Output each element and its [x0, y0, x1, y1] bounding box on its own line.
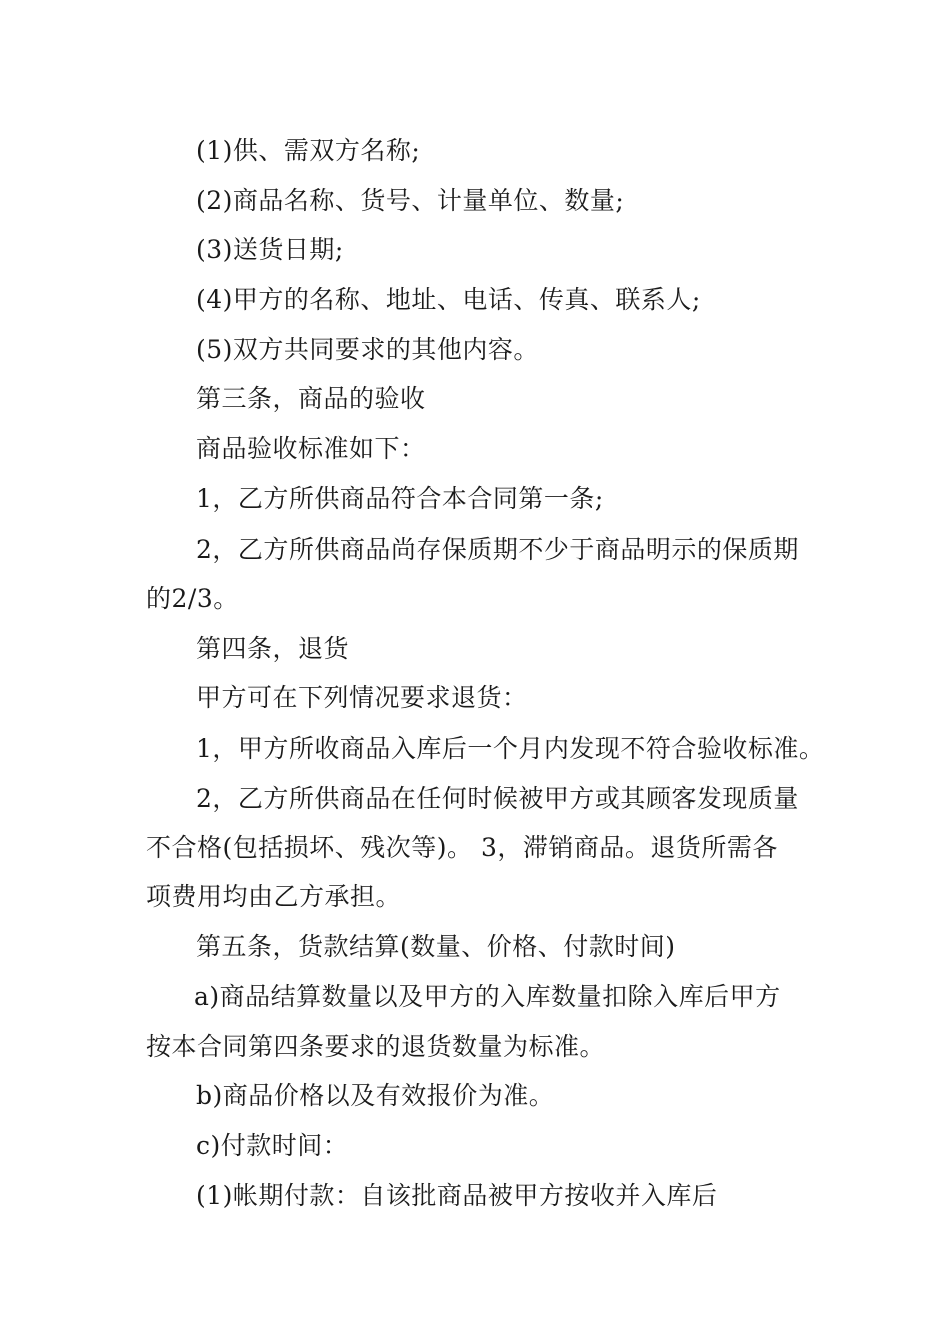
clause-line-15: 不合格(包括损坏、残次等)。 3，滞销商品。退货所需各 — [146, 833, 778, 862]
clause-line-7: 商品验收标准如下： — [196, 434, 426, 463]
clause-line-20: b)商品价格以及有效报价为准。 — [196, 1081, 555, 1110]
clause-line-10: 的2/3。 — [146, 584, 239, 613]
clause-line-5: (5)双方共同要求的其他内容。 — [196, 335, 539, 364]
clause-line-4: (4)甲方的名称、地址、电话、传真、联系人; — [196, 285, 701, 314]
clause-line-14: 2，乙方所供商品在任何时候被甲方或其顾客发现质量 — [196, 784, 799, 813]
clause-line-9: 2，乙方所供商品尚存保质期不少于商品明示的保质期 — [196, 535, 799, 564]
article-heading-5: 第五条，货款结算(数量、价格、付款时间) — [196, 932, 676, 961]
clause-line-1: (1)供、需双方名称; — [196, 136, 421, 165]
clause-line-2: (2)商品名称、货号、计量单位、数量; — [196, 186, 625, 215]
clause-line-16: 项费用均由乙方承担。 — [146, 882, 402, 911]
clause-line-3: (3)送货日期; — [196, 235, 344, 264]
article-heading-4: 第四条，退货 — [196, 634, 350, 663]
clause-line-12: 甲方可在下列情况要求退货： — [196, 683, 528, 712]
article-heading-3: 第三条，商品的验收 — [196, 384, 426, 413]
clause-line-21: c)付款时间： — [196, 1131, 349, 1160]
clause-line-8: 1，乙方所供商品符合本合同第一条; — [196, 484, 604, 513]
clause-line-19: 按本合同第四条要求的退货数量为标准。 — [146, 1032, 606, 1061]
clause-line-13: 1，甲方所收商品入库后一个月内发现不符合验收标准。 — [196, 734, 825, 763]
clause-line-22: (1)帐期付款：自该批商品被甲方按收并入库后 — [196, 1181, 718, 1210]
clause-line-18: a)商品结算数量以及甲方的入库数量扣除入库后甲方 — [194, 982, 781, 1011]
